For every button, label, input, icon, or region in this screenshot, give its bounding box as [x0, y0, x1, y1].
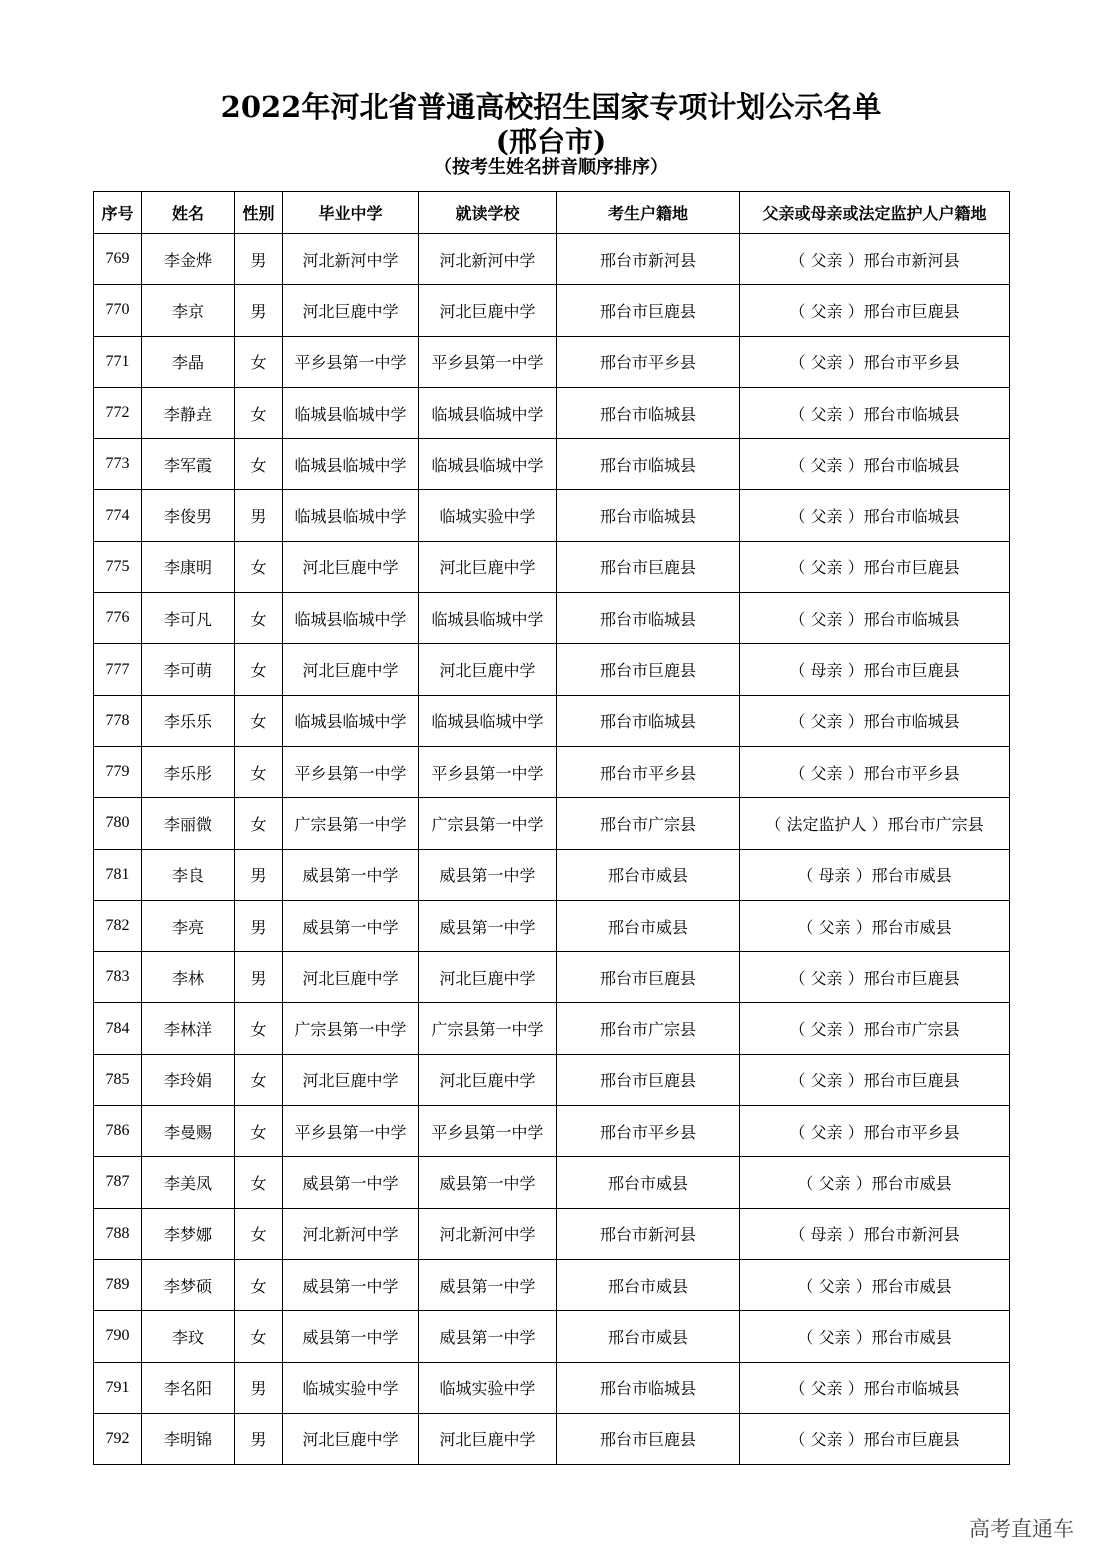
table-row [94, 1259, 1010, 1310]
cell-name: 李梦硕 [142, 1259, 235, 1310]
cell-student-hukou: 邢台市新河县 [557, 1208, 740, 1259]
roster-table [93, 191, 1010, 1465]
cell-name: 李梦娜 [142, 1208, 235, 1259]
column-header-number: 序号 [94, 192, 142, 234]
cell-graduation-school: 广宗县第一中学 [283, 1003, 419, 1054]
column-header-graduation-school: 毕业中学 [283, 192, 419, 234]
cell-gender: 女 [235, 336, 283, 387]
cell-guardian-hukou: （ 法定监护人 ）邢台市广宗县 [740, 798, 1010, 849]
cell-guardian-hukou: （ 父亲 ）邢台市临城县 [740, 593, 1010, 644]
table-header [94, 192, 1010, 234]
cell-current-school: 河北巨鹿中学 [419, 285, 557, 336]
table-row [94, 952, 1010, 1003]
cell-number: 777 [94, 644, 142, 695]
table-row [94, 695, 1010, 746]
cell-gender: 男 [235, 952, 283, 1003]
cell-number: 787 [94, 1157, 142, 1208]
cell-guardian-hukou: （ 母亲 ）邢台市巨鹿县 [740, 644, 1010, 695]
cell-guardian-hukou: （ 父亲 ）邢台市临城县 [740, 490, 1010, 541]
cell-student-hukou: 邢台市威县 [557, 1259, 740, 1310]
cell-name: 李乐乐 [142, 695, 235, 746]
cell-name: 李京 [142, 285, 235, 336]
cell-current-school: 河北巨鹿中学 [419, 644, 557, 695]
table-row [94, 900, 1010, 951]
cell-graduation-school: 威县第一中学 [283, 900, 419, 951]
cell-gender: 女 [235, 387, 283, 438]
column-header-gender: 性别 [235, 192, 283, 234]
cell-current-school: 威县第一中学 [419, 1259, 557, 1310]
cell-graduation-school: 威县第一中学 [283, 849, 419, 900]
cell-gender: 男 [235, 1362, 283, 1413]
cell-number: 792 [94, 1413, 142, 1464]
cell-name: 李金烨 [142, 234, 235, 285]
cell-number: 790 [94, 1311, 142, 1362]
cell-student-hukou: 邢台市威县 [557, 849, 740, 900]
cell-gender: 女 [235, 1106, 283, 1157]
cell-number: 772 [94, 387, 142, 438]
cell-student-hukou: 邢台市广宗县 [557, 798, 740, 849]
column-header-guardian-hukou: 父亲或母亲或法定监护人户籍地 [740, 192, 1010, 234]
table-row [94, 1054, 1010, 1105]
cell-gender: 男 [235, 849, 283, 900]
cell-name: 李亮 [142, 900, 235, 951]
cell-guardian-hukou: （ 母亲 ）邢台市威县 [740, 849, 1010, 900]
cell-guardian-hukou: （ 父亲 ）邢台市威县 [740, 1311, 1010, 1362]
table-row [94, 234, 1010, 285]
cell-number: 774 [94, 490, 142, 541]
cell-name: 李静垚 [142, 387, 235, 438]
table-row [94, 541, 1010, 592]
cell-gender: 男 [235, 1413, 283, 1464]
cell-name: 李军霞 [142, 439, 235, 490]
table-row [94, 798, 1010, 849]
cell-current-school: 平乡县第一中学 [419, 1106, 557, 1157]
table-row [94, 387, 1010, 438]
table-row [94, 1208, 1010, 1259]
cell-name: 李康明 [142, 541, 235, 592]
cell-current-school: 广宗县第一中学 [419, 798, 557, 849]
cell-graduation-school: 临城县临城中学 [283, 439, 419, 490]
cell-name: 李林 [142, 952, 235, 1003]
cell-current-school: 河北新河中学 [419, 1208, 557, 1259]
cell-gender: 女 [235, 1054, 283, 1105]
cell-current-school: 临城县临城中学 [419, 695, 557, 746]
cell-graduation-school: 临城县临城中学 [283, 490, 419, 541]
column-header-name: 姓名 [142, 192, 235, 234]
cell-gender: 女 [235, 644, 283, 695]
cell-graduation-school: 河北巨鹿中学 [283, 1054, 419, 1105]
cell-graduation-school: 河北巨鹿中学 [283, 1413, 419, 1464]
cell-guardian-hukou: （ 父亲 ）邢台市临城县 [740, 387, 1010, 438]
cell-graduation-school: 河北巨鹿中学 [283, 644, 419, 695]
table-row [94, 490, 1010, 541]
cell-graduation-school: 河北新河中学 [283, 234, 419, 285]
cell-student-hukou: 邢台市平乡县 [557, 746, 740, 797]
cell-name: 李玟 [142, 1311, 235, 1362]
cell-name: 李玲娟 [142, 1054, 235, 1105]
cell-graduation-school: 威县第一中学 [283, 1311, 419, 1362]
table-row [94, 1413, 1010, 1464]
cell-graduation-school: 广宗县第一中学 [283, 798, 419, 849]
cell-guardian-hukou: （ 父亲 ）邢台市新河县 [740, 234, 1010, 285]
cell-name: 李良 [142, 849, 235, 900]
cell-number: 789 [94, 1259, 142, 1310]
cell-student-hukou: 邢台市威县 [557, 1311, 740, 1362]
cell-guardian-hukou: （ 父亲 ）邢台市巨鹿县 [740, 952, 1010, 1003]
cell-number: 781 [94, 849, 142, 900]
cell-current-school: 平乡县第一中学 [419, 336, 557, 387]
cell-number: 773 [94, 439, 142, 490]
cell-current-school: 广宗县第一中学 [419, 1003, 557, 1054]
cell-student-hukou: 邢台市临城县 [557, 593, 740, 644]
cell-number: 775 [94, 541, 142, 592]
cell-guardian-hukou: （ 父亲 ）邢台市巨鹿县 [740, 285, 1010, 336]
cell-graduation-school: 临城实验中学 [283, 1362, 419, 1413]
cell-guardian-hukou: （ 父亲 ）邢台市巨鹿县 [740, 1054, 1010, 1105]
cell-current-school: 威县第一中学 [419, 849, 557, 900]
cell-name: 李曼赐 [142, 1106, 235, 1157]
table-body [94, 234, 1010, 1465]
cell-guardian-hukou: （ 母亲 ）邢台市新河县 [740, 1208, 1010, 1259]
cell-gender: 女 [235, 1003, 283, 1054]
cell-guardian-hukou: （ 父亲 ）邢台市巨鹿县 [740, 1413, 1010, 1464]
cell-gender: 女 [235, 593, 283, 644]
column-header-student-hukou: 考生户籍地 [557, 192, 740, 234]
cell-gender: 女 [235, 541, 283, 592]
cell-guardian-hukou: （ 父亲 ）邢台市平乡县 [740, 336, 1010, 387]
cell-current-school: 河北巨鹿中学 [419, 541, 557, 592]
table-row [94, 1157, 1010, 1208]
table-row [94, 593, 1010, 644]
cell-current-school: 临城县临城中学 [419, 439, 557, 490]
cell-student-hukou: 邢台市巨鹿县 [557, 1054, 740, 1105]
cell-graduation-school: 河北巨鹿中学 [283, 541, 419, 592]
cell-name: 李俊男 [142, 490, 235, 541]
cell-name: 李林洋 [142, 1003, 235, 1054]
cell-guardian-hukou: （ 父亲 ）邢台市威县 [740, 900, 1010, 951]
cell-guardian-hukou: （ 父亲 ）邢台市临城县 [740, 1362, 1010, 1413]
cell-guardian-hukou: （ 父亲 ）邢台市临城县 [740, 695, 1010, 746]
cell-graduation-school: 临城县临城中学 [283, 695, 419, 746]
cell-current-school: 河北新河中学 [419, 234, 557, 285]
cell-student-hukou: 邢台市平乡县 [557, 1106, 740, 1157]
cell-guardian-hukou: （ 父亲 ）邢台市临城县 [740, 439, 1010, 490]
cell-guardian-hukou: （ 父亲 ）邢台市威县 [740, 1157, 1010, 1208]
cell-student-hukou: 邢台市临城县 [557, 490, 740, 541]
cell-student-hukou: 邢台市临城县 [557, 695, 740, 746]
cell-guardian-hukou: （ 父亲 ）邢台市威县 [740, 1259, 1010, 1310]
cell-number: 783 [94, 952, 142, 1003]
cell-guardian-hukou: （ 父亲 ）邢台市平乡县 [740, 746, 1010, 797]
cell-number: 786 [94, 1106, 142, 1157]
cell-number: 782 [94, 900, 142, 951]
cell-student-hukou: 邢台市巨鹿县 [557, 285, 740, 336]
sort-note: （按考生姓名拼音顺序排序） [434, 157, 668, 178]
cell-graduation-school: 平乡县第一中学 [283, 746, 419, 797]
cell-guardian-hukou: （ 父亲 ）邢台市平乡县 [740, 1106, 1010, 1157]
table-row [94, 1003, 1010, 1054]
cell-gender: 女 [235, 1157, 283, 1208]
cell-number: 784 [94, 1003, 142, 1054]
cell-guardian-hukou: （ 父亲 ）邢台市广宗县 [740, 1003, 1010, 1054]
cell-student-hukou: 邢台市广宗县 [557, 1003, 740, 1054]
cell-number: 769 [94, 234, 142, 285]
cell-student-hukou: 邢台市威县 [557, 1157, 740, 1208]
cell-number: 788 [94, 1208, 142, 1259]
cell-name: 李丽微 [142, 798, 235, 849]
cell-current-school: 威县第一中学 [419, 1311, 557, 1362]
watermark-text: 高考直通车 [969, 1517, 1074, 1541]
cell-current-school: 河北巨鹿中学 [419, 952, 557, 1003]
cell-number: 785 [94, 1054, 142, 1105]
cell-current-school: 临城县临城中学 [419, 387, 557, 438]
cell-current-school: 临城县临城中学 [419, 593, 557, 644]
cell-gender: 男 [235, 490, 283, 541]
cell-current-school: 威县第一中学 [419, 900, 557, 951]
cell-name: 李美凤 [142, 1157, 235, 1208]
cell-gender: 女 [235, 1311, 283, 1362]
cell-gender: 女 [235, 695, 283, 746]
cell-name: 李可萌 [142, 644, 235, 695]
cell-student-hukou: 邢台市威县 [557, 900, 740, 951]
cell-student-hukou: 邢台市临城县 [557, 1362, 740, 1413]
cell-student-hukou: 邢台市巨鹿县 [557, 952, 740, 1003]
cell-gender: 女 [235, 746, 283, 797]
table-row [94, 1311, 1010, 1362]
cell-gender: 男 [235, 285, 283, 336]
cell-number: 779 [94, 746, 142, 797]
cell-graduation-school: 威县第一中学 [283, 1157, 419, 1208]
table-row [94, 1106, 1010, 1157]
cell-current-school: 临城实验中学 [419, 1362, 557, 1413]
table-row [94, 1362, 1010, 1413]
cell-current-school: 威县第一中学 [419, 1157, 557, 1208]
cell-number: 791 [94, 1362, 142, 1413]
cell-student-hukou: 邢台市临城县 [557, 439, 740, 490]
cell-number: 770 [94, 285, 142, 336]
cell-gender: 女 [235, 798, 283, 849]
cell-student-hukou: 邢台市平乡县 [557, 336, 740, 387]
cell-name: 李明锦 [142, 1413, 235, 1464]
cell-current-school: 临城实验中学 [419, 490, 557, 541]
cell-student-hukou: 邢台市巨鹿县 [557, 1413, 740, 1464]
cell-name: 李乐彤 [142, 746, 235, 797]
cell-number: 776 [94, 593, 142, 644]
cell-graduation-school: 临城县临城中学 [283, 593, 419, 644]
table-row [94, 644, 1010, 695]
cell-gender: 女 [235, 439, 283, 490]
cell-gender: 男 [235, 900, 283, 951]
table-row [94, 746, 1010, 797]
cell-current-school: 河北巨鹿中学 [419, 1413, 557, 1464]
cell-gender: 女 [235, 1208, 283, 1259]
cell-name: 李名阳 [142, 1362, 235, 1413]
cell-name: 李可凡 [142, 593, 235, 644]
page-title: 2022年河北省普通高校招生国家专项计划公示名单 [220, 90, 882, 124]
cell-student-hukou: 邢台市巨鹿县 [557, 541, 740, 592]
table-row [94, 336, 1010, 387]
cell-student-hukou: 邢台市新河县 [557, 234, 740, 285]
page-subtitle-city: (邢台市) [495, 125, 607, 158]
cell-graduation-school: 平乡县第一中学 [283, 1106, 419, 1157]
cell-current-school: 平乡县第一中学 [419, 746, 557, 797]
cell-number: 771 [94, 336, 142, 387]
cell-gender: 女 [235, 1259, 283, 1310]
table-row [94, 439, 1010, 490]
cell-graduation-school: 河北巨鹿中学 [283, 285, 419, 336]
cell-number: 778 [94, 695, 142, 746]
cell-graduation-school: 临城县临城中学 [283, 387, 419, 438]
column-header-current-school: 就读学校 [419, 192, 557, 234]
cell-graduation-school: 河北新河中学 [283, 1208, 419, 1259]
cell-graduation-school: 河北巨鹿中学 [283, 952, 419, 1003]
cell-number: 780 [94, 798, 142, 849]
cell-name: 李晶 [142, 336, 235, 387]
table-row [94, 849, 1010, 900]
cell-current-school: 河北巨鹿中学 [419, 1054, 557, 1105]
cell-graduation-school: 平乡县第一中学 [283, 336, 419, 387]
cell-student-hukou: 邢台市临城县 [557, 387, 740, 438]
cell-guardian-hukou: （ 父亲 ）邢台市巨鹿县 [740, 541, 1010, 592]
cell-gender: 男 [235, 234, 283, 285]
table-row [94, 285, 1010, 336]
cell-graduation-school: 威县第一中学 [283, 1259, 419, 1310]
cell-student-hukou: 邢台市巨鹿县 [557, 644, 740, 695]
